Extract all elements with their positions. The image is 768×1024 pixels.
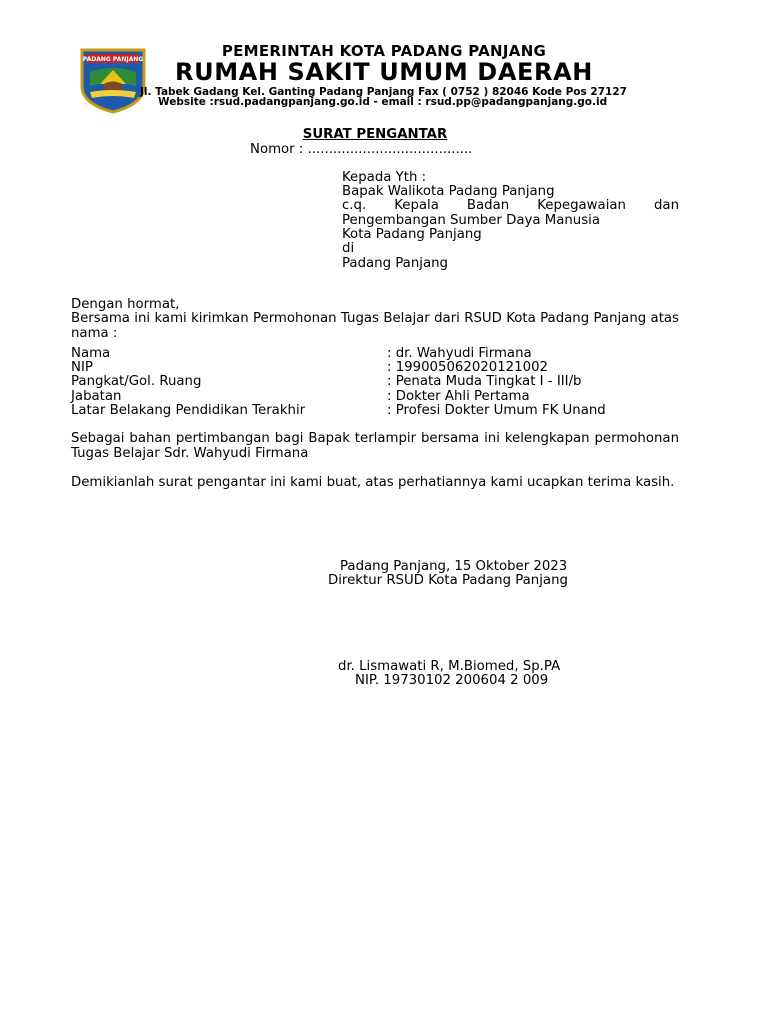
detail-label: Latar Belakang Pendidikan Terakhir (71, 403, 306, 418)
detail-value: : Penata Muda Tingkat I - III/b (387, 374, 582, 389)
letter-title: SURAT PENGANTAR (302, 127, 448, 142)
recipient-line: Kota Padang Panjang (342, 227, 482, 242)
detail-value: : Dokter Ahli Pertama (387, 389, 530, 404)
detail-label: Jabatan (71, 389, 122, 404)
signer-nip: NIP. 19730102 200604 2 009 (355, 673, 549, 688)
recipient-line: Bapak Walikota Padang Panjang (342, 184, 555, 199)
place-date: Padang Panjang, 15 Oktober 2023 (340, 559, 568, 574)
consideration-paragraph: Sebagai bahan pertimbangan bagi Bapak terlampir bersama ini kelengkapan permohonan Tugas Belajar Sdr. Wahyudi Firmana (71, 431, 679, 461)
government-name: PEMERINTAH KOTA PADANG PANJANG (221, 42, 547, 60)
hospital-name: RUMAH SAKIT UMUM DAERAH (175, 58, 593, 86)
detail-label: Nama (71, 346, 111, 361)
detail-value: : dr. Wahyudi Firmana (387, 346, 532, 361)
recipient-greeting: Kepada Yth : (342, 170, 427, 185)
salutation: Dengan hormat, (71, 297, 180, 312)
intro-paragraph: Bersama ini kami kirimkan Permohonan Tugas Belajar dari RSUD Kota Padang Panjang atas nama : (71, 311, 679, 341)
recipient-line: Padang Panjang (342, 256, 448, 271)
recipient-line: c.q. Kepala Badan Kepegawaian dan Pengembangan Sumber Daya Manusia (342, 198, 679, 228)
hospital-address: Jl. Tabek Gadang Kel. Ganting Padang Panjang Fax ( 0752 ) 82046 Kode Pos 27127 (140, 86, 627, 98)
letter-number: Nomor : ....................................... (250, 142, 473, 157)
detail-label: NIP (71, 360, 93, 375)
signer-position: Direktur RSUD Kota Padang Panjang (328, 573, 568, 588)
signer-name: dr. Lismawati R, M.Biomed, Sp.PA (338, 659, 561, 674)
recipient-line: di (342, 241, 355, 256)
hospital-website: Website :rsud.padangpanjang.go.id - email : rsud.pp@padangpanjang.go.id (158, 96, 608, 108)
closing-paragraph: Demikianlah surat pengantar ini kami buat, atas perhatiannya kami ucapkan terima kasih. (71, 475, 675, 490)
detail-value: : 199005062020121002 (387, 360, 548, 375)
detail-label: Pangkat/Gol. Ruang (71, 374, 202, 389)
logo-text: PADANG PANJANG (82, 56, 144, 63)
detail-value: : Profesi Dokter Umum FK Unand (387, 403, 606, 418)
